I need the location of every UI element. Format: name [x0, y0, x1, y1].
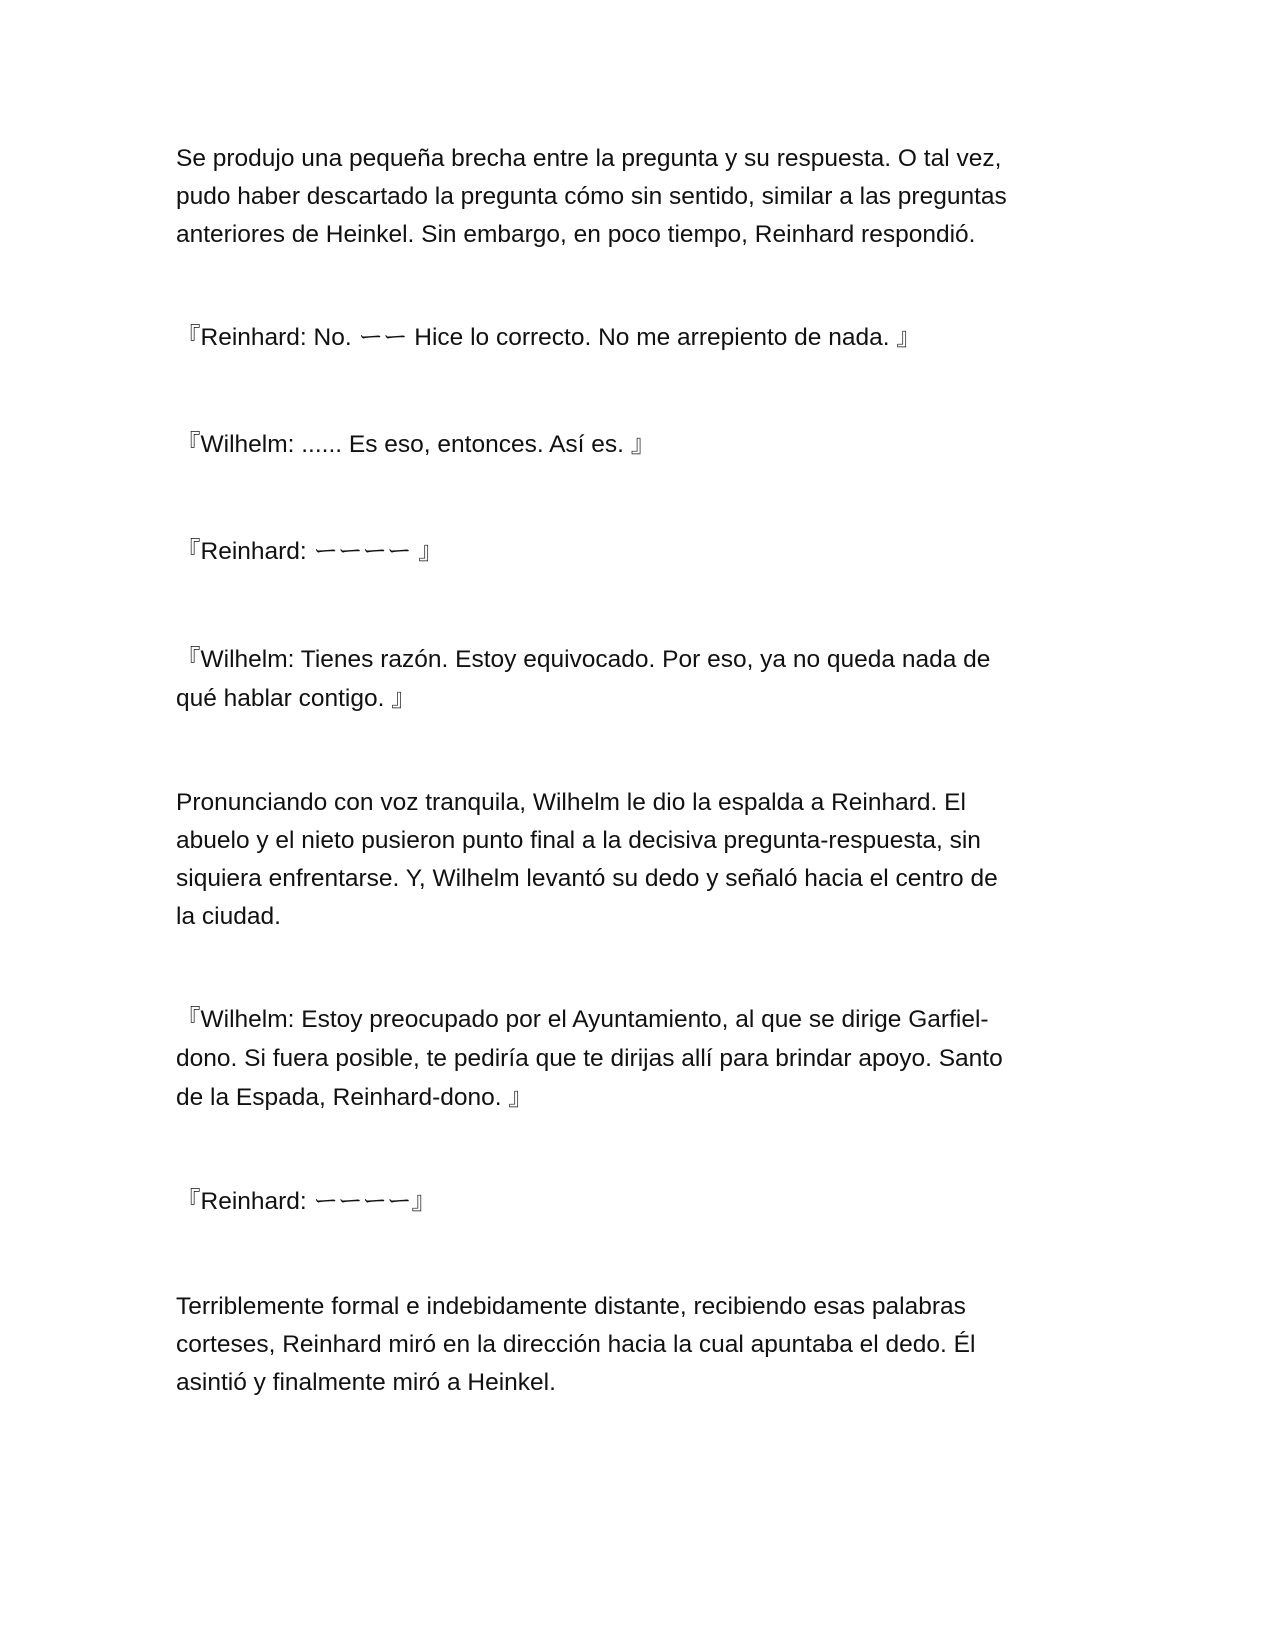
text-line: 『Reinhard: ーーーー 』 [176, 538, 443, 565]
text-line: de la Espada, Reinhard-dono. 』 [176, 1084, 533, 1111]
dialogue-wilhelm-1 [176, 425, 1106, 464]
text-line: 『Reinhard: No. ーー Hice lo correcto. No me arrepiento de nada. 』 [176, 324, 921, 351]
text-line: 『Wilhelm: Estoy preocupado por el Ayuntamiento, al que se dirige Garfiel- [176, 1006, 989, 1033]
text-line: anteriores de Heinkel. Sin embargo, en poco tiempo, Reinhard respondió. [176, 221, 976, 248]
text-line: Se produjo una pequeña brecha entre la pregunta y su respuesta. O tal vez, [176, 145, 1002, 172]
text-line: Terriblemente formal e indebidamente distante, recibiendo esas palabras [176, 1293, 966, 1320]
text-line: dono. Si fuera posible, te pediría que te dirijas allí para brindar apoyo. Santo [176, 1045, 1003, 1072]
text-line: abuelo y el nieto pusieron punto final a la decisiva pregunta-respuesta, sin [176, 827, 981, 854]
text-line: asintió y finalmente miró a Heinkel. [176, 1369, 556, 1396]
text-line: 『Wilhelm: Tienes razón. Estoy equivocado. Por eso, ya no queda nada de [176, 646, 991, 673]
dialogue-reinhard-2 [176, 532, 1106, 571]
text-line: qué hablar contigo. 』 [176, 685, 416, 712]
text-line: la ciudad. [176, 903, 281, 930]
text-line: Pronunciando con voz tranquila, Wilhelm le dio la espalda a Reinhard. El [176, 789, 966, 816]
text-line: corteses, Reinhard miró en la dirección hacia la cual apuntaba el dedo. Él [176, 1331, 976, 1358]
text-line: 『Wilhelm: ...... Es eso, entonces. Así es. 』 [176, 431, 656, 458]
dialogue-wilhelm-2 [176, 640, 1106, 718]
paragraph-narration-3 [176, 1288, 1106, 1402]
paragraph-narration-1 [176, 140, 1106, 254]
text-line: 『Reinhard: ーーーー』 [176, 1188, 437, 1215]
dialogue-reinhard-1 [176, 318, 1106, 357]
dialogue-wilhelm-3 [176, 1000, 1106, 1117]
text-line: pudo haber descartado la pregunta cómo sin sentido, similar a las preguntas [176, 183, 1007, 210]
paragraph-narration-2 [176, 784, 1106, 936]
text-line: siquiera enfrentarse. Y, Wilhelm levantó su dedo y señaló hacia el centro de [176, 865, 998, 892]
dialogue-reinhard-3 [176, 1182, 1106, 1221]
